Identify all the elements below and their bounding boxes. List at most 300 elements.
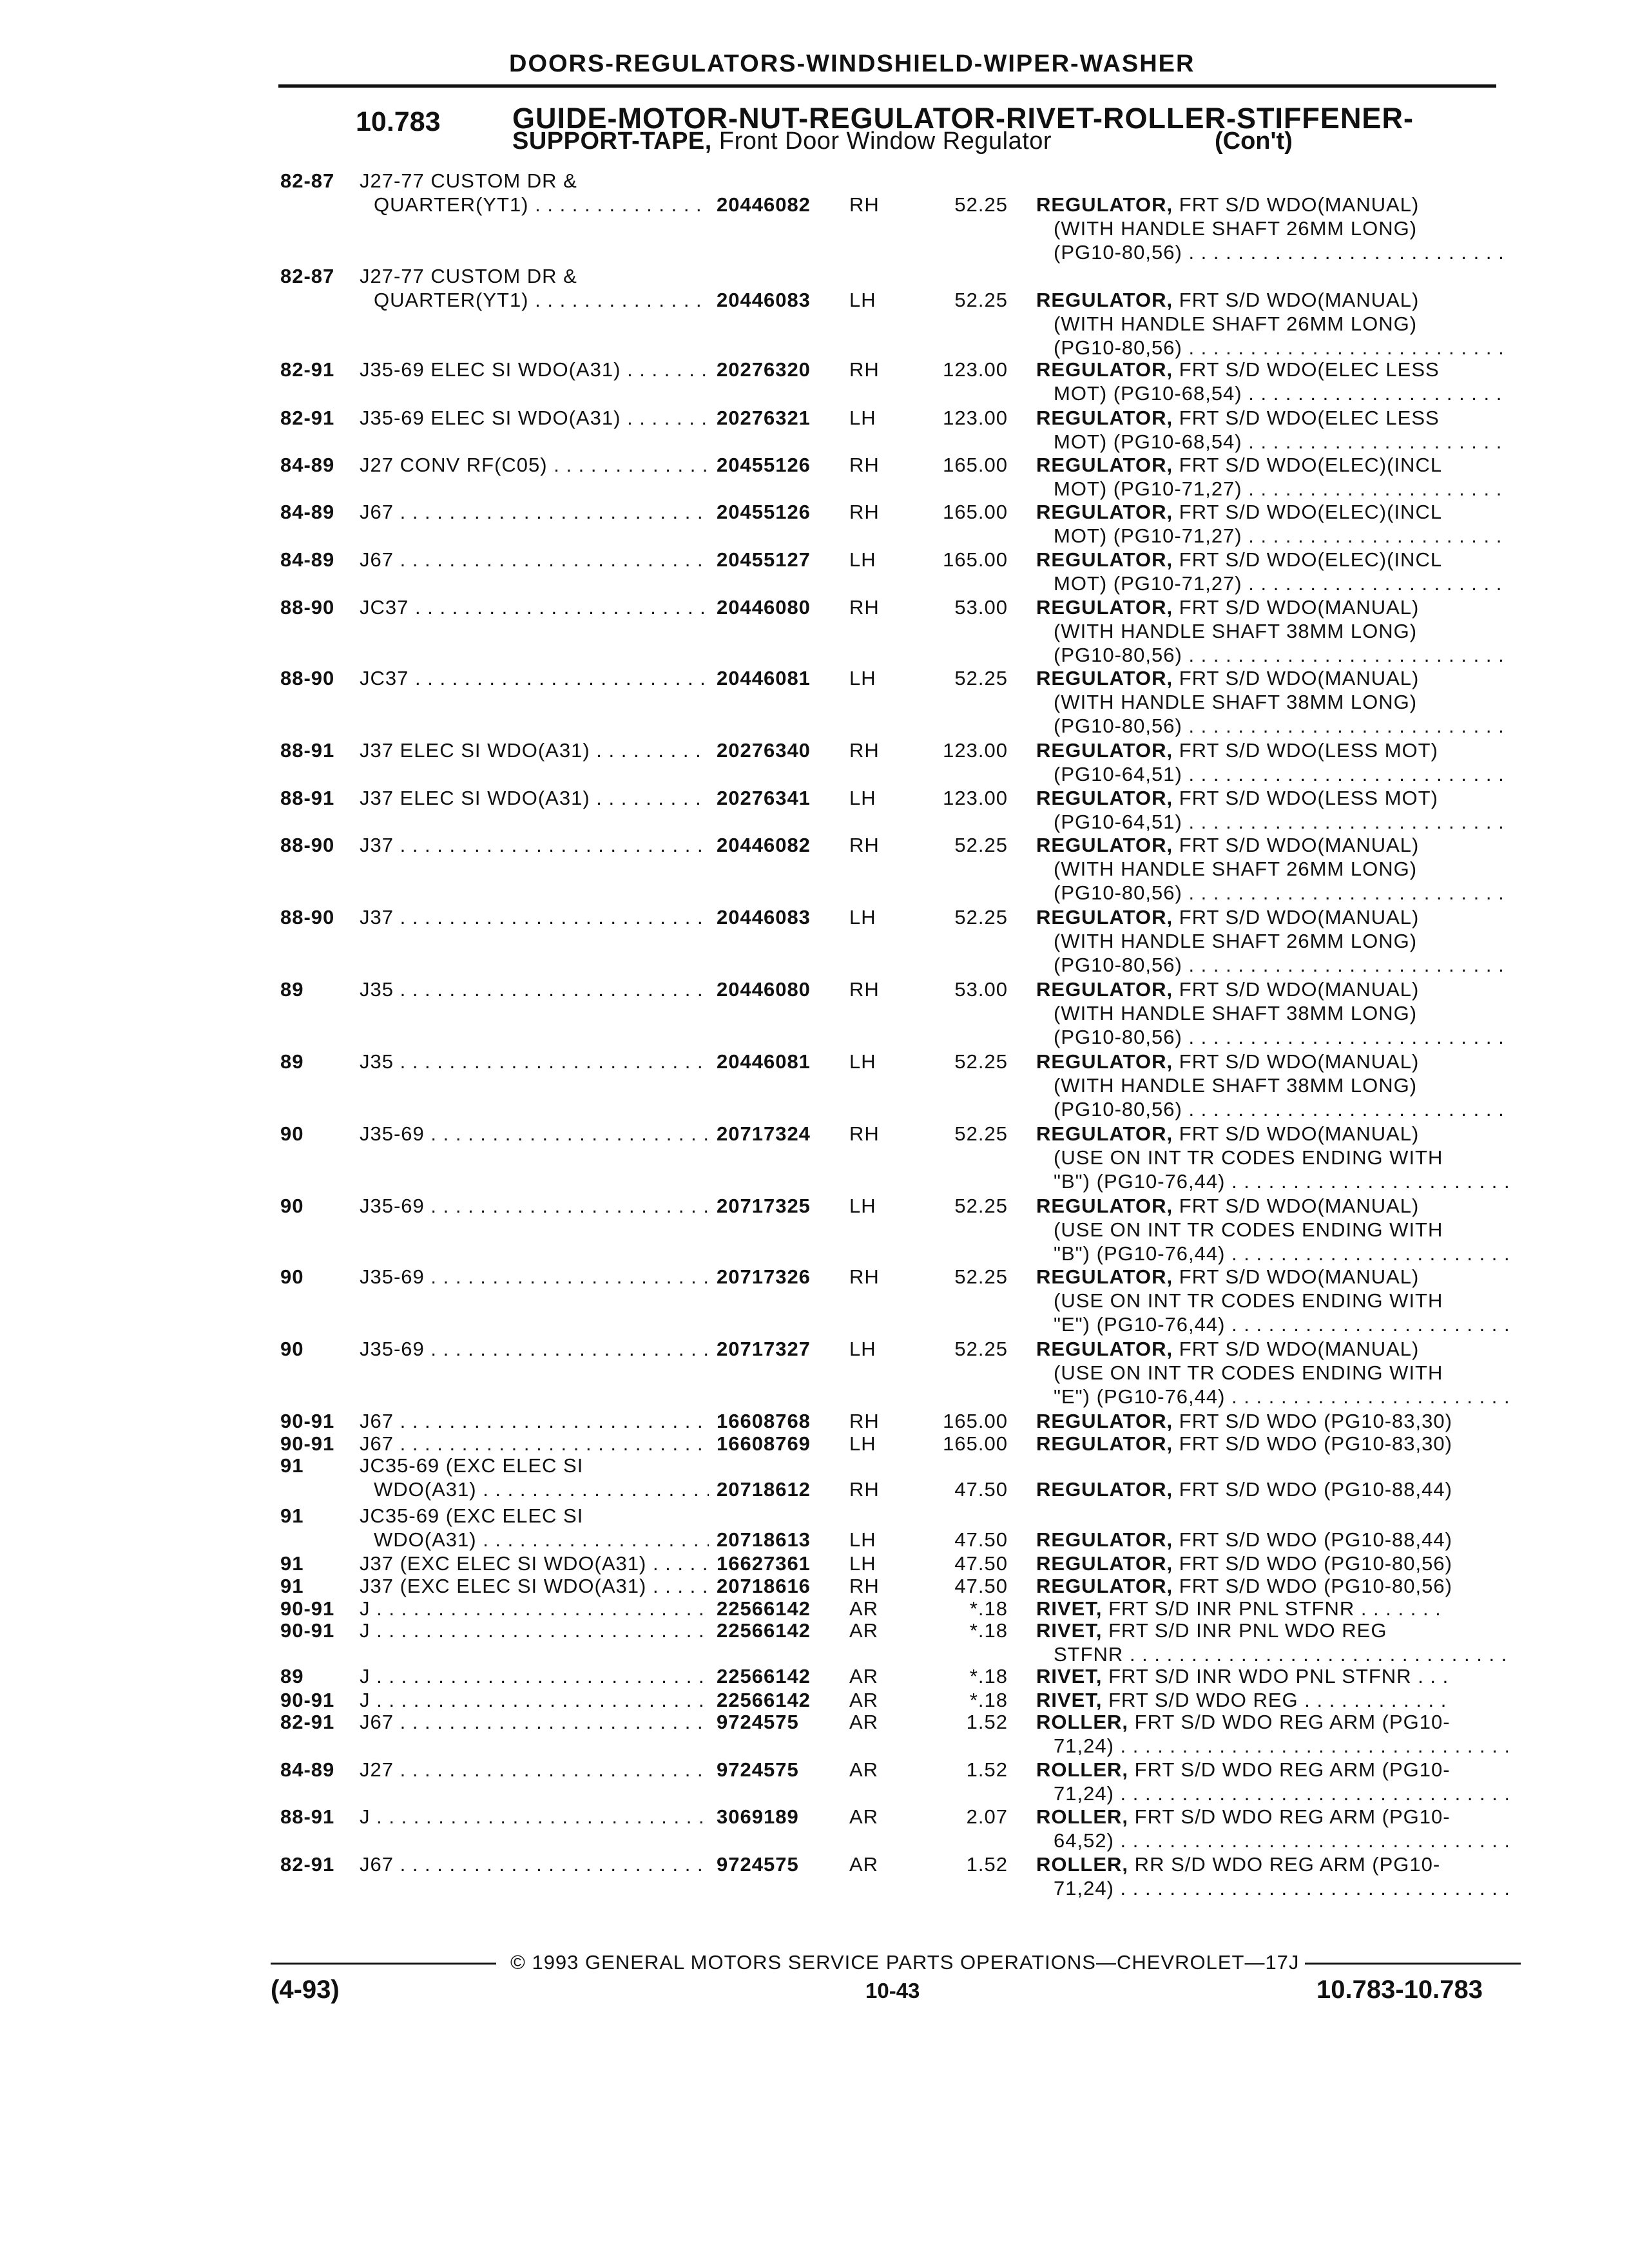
part-number: 20446081 [717, 1050, 811, 1073]
part-number: 20446081 [717, 667, 811, 689]
part-name-continuation: (WITH HANDLE SHAFT 38MM LONG) [1054, 1074, 1418, 1097]
list-price: *.18 [969, 1597, 1008, 1620]
part-name [1036, 1710, 1508, 1734]
part-name-bold: REGULATOR, [1036, 1478, 1173, 1501]
side-code: RH [849, 1478, 880, 1501]
list-price: 2.07 [966, 1805, 1008, 1828]
part-name-rest: FRT S/D WDO(MANUAL) [1173, 667, 1420, 689]
side-code: AR [849, 1711, 879, 1733]
part-number: 22566142 [717, 1689, 811, 1711]
application-description: J35-69 . . . [360, 1265, 708, 1289]
part-name-rest: FRT S/D WDO (PG10-88,44) [1173, 1528, 1452, 1551]
parts-list-row [0, 595, 1629, 666]
part-name-bold: RIVET, [1036, 1665, 1103, 1687]
part-name-continuation: MOT) (PG10-71,27) . . . [1054, 477, 1508, 501]
part-number: 16608769 [717, 1432, 811, 1455]
side-code: LH [849, 1195, 876, 1217]
parts-list-row [0, 1337, 1629, 1408]
application-description: J37 . . . [360, 905, 708, 929]
side-code: AR [849, 1619, 879, 1642]
application-description: J67 . . . [360, 1852, 708, 1876]
model-year: 89 [280, 1665, 304, 1687]
part-name-continuation: "B") (PG10-76,44) . . . [1054, 1169, 1508, 1193]
list-price: 165.00 [943, 1432, 1008, 1455]
part-number: 20717326 [717, 1265, 811, 1288]
side-code: RH [849, 1265, 880, 1288]
part-name-bold: REGULATOR, [1036, 193, 1173, 216]
parts-list-row [0, 1454, 1629, 1512]
part-name-rest: FRT S/D WDO (PG10-83,30) [1173, 1432, 1452, 1455]
part-name-continuation: (USE ON INT TR CODES ENDING WITH [1054, 1218, 1443, 1241]
side-code: RH [849, 1575, 880, 1597]
part-name-continuation: MOT) (PG10-68,54) . . . [1054, 430, 1508, 454]
side-code: AR [849, 1689, 879, 1711]
page-header-title: DOORS-REGULATORS-WINDSHIELD-WIPER-WASHER [509, 50, 1195, 77]
model-year: 91 [280, 1575, 304, 1597]
part-name-bold: REGULATOR, [1036, 1432, 1173, 1455]
application-description: J35 . . . [360, 1050, 708, 1073]
part-name-bold: REGULATOR, [1036, 1338, 1173, 1360]
list-price: *.18 [969, 1689, 1008, 1711]
part-name-continuation: (USE ON INT TR CODES ENDING WITH [1054, 1361, 1443, 1384]
part-name-rest: FRT S/D WDO (PG10-80,56) [1173, 1575, 1452, 1597]
part-name-rest: FRT S/D INR PNL STFNR . . . . . . . [1102, 1597, 1441, 1620]
section-title-rest: Front Door Window Regulator [711, 128, 1052, 155]
part-name-continuation: STFNR . . . [1054, 1642, 1508, 1666]
application-description: J67 . . . [360, 1432, 708, 1456]
side-code: LH [849, 667, 876, 689]
part-name-bold: REGULATOR, [1036, 834, 1173, 856]
part-number: 20446083 [717, 289, 811, 311]
side-code: AR [849, 1805, 879, 1828]
part-name-continuation: (WITH HANDLE SHAFT 26MM LONG) [1054, 930, 1418, 952]
parts-list-row [0, 1050, 1629, 1120]
part-number: 20276341 [717, 787, 811, 809]
model-year: 82-91 [280, 358, 335, 381]
application-description: J67 . . . [360, 1409, 708, 1433]
part-name-bold: REGULATOR, [1036, 289, 1173, 311]
application-description: J35 . . . [360, 977, 708, 1001]
parts-list-row [0, 977, 1629, 1048]
part-name-bold: REGULATOR, [1036, 1265, 1173, 1288]
application-description: JC35-69 (EXC ELEC SI [360, 1454, 584, 1477]
part-name-rest: FRT S/D WDO(MANUAL) [1173, 1338, 1420, 1360]
application-description: J37 ELEC SI WDO(A31) . . . [360, 786, 708, 810]
part-name-bold: RIVET, [1036, 1597, 1103, 1620]
model-year: 82-87 [280, 265, 335, 287]
list-price: 52.25 [954, 1122, 1008, 1145]
list-price: 47.50 [954, 1575, 1008, 1597]
parts-list-row [0, 169, 1629, 264]
part-name [1036, 548, 1508, 572]
application-description: JC37 . . . [360, 595, 708, 619]
application-description: WDO(A31) . . . [374, 1477, 709, 1501]
side-code: LH [849, 548, 876, 571]
side-code: AR [849, 1597, 879, 1620]
copyright-line: © 1993 GENERAL MOTORS SERVICE PARTS OPERATIONS—CHEVROLET—17J [510, 1951, 1300, 1974]
model-year: 84-89 [280, 1758, 335, 1781]
model-year: 82-87 [280, 169, 335, 192]
part-name [1036, 1432, 1508, 1456]
part-name [1036, 1805, 1508, 1829]
part-number: 20718612 [717, 1478, 811, 1501]
list-price: 47.50 [954, 1552, 1008, 1575]
model-year: 82-91 [280, 407, 335, 429]
part-number: 20446080 [717, 596, 811, 619]
part-number: 20446082 [717, 193, 811, 216]
part-name-rest: FRT S/D WDO(MANUAL) [1173, 193, 1420, 216]
part-name [1036, 1758, 1508, 1782]
application-description: J35-69 ELEC SI WDO(A31) . . . [360, 358, 708, 381]
list-price: 165.00 [943, 548, 1008, 571]
part-name [1036, 1597, 1508, 1620]
part-number: 3069189 [717, 1805, 799, 1828]
part-name-rest: FRT S/D WDO(ELEC LESS [1173, 358, 1440, 381]
parts-list-row [0, 1122, 1629, 1193]
part-name-rest: FRT S/D WDO (PG10-88,44) [1173, 1478, 1452, 1501]
part-name-continuation: MOT) (PG10-68,54) . . . [1054, 381, 1508, 405]
part-name [1036, 1552, 1508, 1575]
side-code: RH [849, 978, 880, 1001]
part-number: 22566142 [717, 1665, 811, 1687]
part-name-rest: FRT S/D WDO REG . . . . . . . . . . . . [1102, 1689, 1447, 1711]
list-price: 123.00 [943, 739, 1008, 762]
list-price: 52.25 [954, 1050, 1008, 1073]
list-price: *.18 [969, 1665, 1008, 1687]
list-price: 52.25 [954, 1195, 1008, 1217]
model-year: 90 [280, 1122, 304, 1145]
model-year: 90-91 [280, 1432, 335, 1455]
part-name-continuation: (PG10-80,56) . . . [1054, 1025, 1508, 1049]
part-name-bold: ROLLER, [1036, 1853, 1129, 1876]
side-code: LH [849, 1552, 876, 1575]
part-number: 20276320 [717, 358, 811, 381]
part-name-rest: FRT S/D WDO(MANUAL) [1173, 596, 1420, 619]
part-name-continuation: "E") (PG10-76,44) . . . [1054, 1312, 1508, 1336]
model-year: 84-89 [280, 501, 335, 523]
part-number: 20446080 [717, 978, 811, 1001]
side-code: AR [849, 1758, 879, 1781]
part-name-rest: FRT S/D WDO(MANUAL) [1173, 1122, 1420, 1145]
part-name [1036, 1337, 1508, 1361]
part-name [1036, 1852, 1508, 1876]
parts-list-row [0, 1265, 1629, 1336]
application-description: J37 . . . [360, 833, 708, 857]
part-name-rest: FRT S/D WDO(MANUAL) [1173, 1265, 1420, 1288]
part-name-continuation: (USE ON INT TR CODES ENDING WITH [1054, 1289, 1443, 1312]
footer-rule-right [1305, 1963, 1521, 1965]
part-name-rest: FRT S/D WDO(ELEC)(INCL [1173, 454, 1443, 476]
part-name-bold: REGULATOR, [1036, 407, 1173, 429]
side-code: LH [849, 407, 876, 429]
side-code: LH [849, 787, 876, 809]
part-name [1036, 1619, 1508, 1642]
model-year: 90-91 [280, 1689, 335, 1711]
part-name-bold: REGULATOR, [1036, 1528, 1173, 1551]
application-description: J27 CONV RF(C05) . . . [360, 453, 708, 477]
part-name [1036, 666, 1508, 690]
side-code: LH [849, 1432, 876, 1455]
side-code: RH [849, 739, 880, 762]
part-name-bold: REGULATOR, [1036, 1050, 1173, 1073]
section-title-line1: GUIDE-MOTOR-NUT-REGULATOR-RIVET-ROLLER-STIFFENER- [512, 102, 1414, 135]
part-name [1036, 1528, 1508, 1552]
part-name-rest: FRT S/D WDO (PG10-83,30) [1173, 1410, 1452, 1432]
application-description: J . . . [360, 1619, 708, 1642]
part-number: 16627361 [717, 1552, 811, 1575]
application-description: J . . . [360, 1688, 708, 1712]
application-description: QUARTER(YT1) . . . [374, 288, 709, 312]
model-year: 88-91 [280, 787, 335, 809]
part-name-continuation: 71,24) . . . [1054, 1876, 1508, 1900]
parts-list-row [0, 905, 1629, 976]
part-number: 16608768 [717, 1410, 811, 1432]
part-name-rest: FRT S/D WDO (PG10-80,56) [1173, 1552, 1452, 1575]
part-name-rest: FRT S/D WDO(MANUAL) [1173, 834, 1420, 856]
part-name [1036, 1194, 1508, 1218]
list-price: 1.52 [966, 1758, 1008, 1781]
part-name-rest: FRT S/D WDO(ELEC)(INCL [1173, 548, 1443, 571]
part-name-continuation: "E") (PG10-76,44) . . . [1054, 1385, 1508, 1408]
application-description: J27-77 CUSTOM DR & [360, 265, 577, 287]
application-description: J35-69 ELEC SI WDO(A31) . . . [360, 406, 708, 430]
list-price: 52.25 [954, 1265, 1008, 1288]
part-name-bold: REGULATOR, [1036, 906, 1173, 928]
side-code: RH [849, 834, 880, 856]
part-name [1036, 786, 1508, 810]
application-description: J35-69 . . . [360, 1194, 708, 1218]
part-name-rest: FRT S/D WDO(LESS MOT) [1173, 739, 1438, 762]
part-number: 20717325 [717, 1195, 811, 1217]
model-year: 91 [280, 1504, 304, 1527]
part-name-continuation: (PG10-80,56) . . . [1054, 643, 1508, 667]
part-name [1036, 453, 1508, 477]
part-name [1036, 358, 1508, 381]
section-title-bold: SUPPORT-TAPE, [512, 128, 712, 155]
part-name-continuation: (PG10-80,56) . . . [1054, 881, 1508, 905]
application-description: J . . . [360, 1597, 708, 1620]
application-description: J . . . [360, 1664, 708, 1688]
part-name-bold: ROLLER, [1036, 1805, 1129, 1828]
model-year: 84-89 [280, 454, 335, 476]
model-year: 90 [280, 1338, 304, 1360]
part-name-rest: FRT S/D WDO(MANUAL) [1173, 978, 1420, 1001]
part-name-continuation: (WITH HANDLE SHAFT 38MM LONG) [1054, 1002, 1418, 1024]
part-name [1036, 977, 1508, 1001]
application-description: J27-77 CUSTOM DR & [360, 169, 577, 192]
part-name-bold: REGULATOR, [1036, 548, 1173, 571]
list-price: 165.00 [943, 454, 1008, 476]
side-code: LH [849, 289, 876, 311]
list-price: 53.00 [954, 596, 1008, 619]
part-name-bold: REGULATOR, [1036, 1195, 1173, 1217]
application-description: J37 (EXC ELEC SI WDO(A31) . . . [360, 1574, 708, 1598]
model-year: 89 [280, 1050, 304, 1073]
part-name-bold: REGULATOR, [1036, 1552, 1173, 1575]
side-code: RH [849, 454, 880, 476]
application-description: JC37 . . . [360, 666, 708, 690]
part-name-continuation: (PG10-64,51) . . . [1054, 762, 1508, 786]
part-name-continuation: 71,24) . . . [1054, 1734, 1508, 1758]
footer-page-number: 10-43 [865, 1979, 920, 2003]
part-number: 20717327 [717, 1338, 811, 1360]
part-name-bold: ROLLER, [1036, 1758, 1129, 1781]
parts-list-row [0, 666, 1629, 737]
section-continued: (Con't) [1215, 128, 1293, 155]
application-description: J67 . . . [360, 500, 708, 524]
side-code: RH [849, 501, 880, 523]
list-price: 52.25 [954, 289, 1008, 311]
part-name-continuation: MOT) (PG10-71,27) . . . [1054, 524, 1508, 548]
part-name-continuation: (PG10-80,56) . . . [1054, 240, 1508, 264]
part-number: 9724575 [717, 1711, 799, 1733]
part-name [1036, 406, 1508, 430]
list-price: *.18 [969, 1619, 1008, 1642]
part-name [1036, 1688, 1508, 1712]
list-price: 47.50 [954, 1528, 1008, 1551]
model-year: 88-91 [280, 739, 335, 762]
application-description: J35-69 . . . [360, 1337, 708, 1361]
part-name-continuation: MOT) (PG10-71,27) . . . [1054, 572, 1508, 595]
side-code: LH [849, 906, 876, 928]
part-name-rest: FRT S/D WDO(MANUAL) [1173, 906, 1420, 928]
application-description: J67 . . . [360, 548, 708, 572]
application-description: J37 ELEC SI WDO(A31) . . . [360, 738, 708, 762]
part-name-bold: REGULATOR, [1036, 501, 1173, 523]
footer-section-range: 10.783-10.783 [1316, 1975, 1483, 2004]
list-price: 52.25 [954, 193, 1008, 216]
footer-date: (4-93) [271, 1975, 340, 2004]
part-number: 20455126 [717, 501, 811, 523]
part-name-bold: REGULATOR, [1036, 454, 1173, 476]
part-number: 20446083 [717, 906, 811, 928]
part-name [1036, 833, 1508, 857]
part-name-bold: RIVET, [1036, 1689, 1103, 1711]
side-code: RH [849, 193, 880, 216]
list-price: 52.25 [954, 667, 1008, 689]
part-name-continuation: (WITH HANDLE SHAFT 26MM LONG) [1054, 858, 1418, 880]
part-name [1036, 595, 1508, 619]
part-name [1036, 1574, 1508, 1598]
part-name-rest: FRT S/D WDO(MANUAL) [1173, 289, 1420, 311]
part-number: 20718613 [717, 1528, 811, 1551]
part-name-continuation: (USE ON INT TR CODES ENDING WITH [1054, 1146, 1443, 1169]
part-name-continuation: "B") (PG10-76,44) . . . [1054, 1242, 1508, 1265]
model-year: 89 [280, 978, 304, 1001]
part-name-bold: REGULATOR, [1036, 978, 1173, 1001]
list-price: 165.00 [943, 1410, 1008, 1432]
part-name-continuation: (WITH HANDLE SHAFT 38MM LONG) [1054, 620, 1418, 642]
part-name-continuation: (WITH HANDLE SHAFT 38MM LONG) [1054, 691, 1418, 713]
model-year: 88-91 [280, 1805, 335, 1828]
part-name [1036, 1477, 1508, 1501]
application-description: J . . . [360, 1805, 708, 1829]
part-number: 20276340 [717, 739, 811, 762]
application-description: WDO(A31) . . . [374, 1528, 709, 1552]
parts-list-row [0, 1194, 1629, 1265]
part-name-rest: FRT S/D INR PNL WDO REG [1102, 1619, 1387, 1642]
model-year: 90-91 [280, 1619, 335, 1642]
application-description: QUARTER(YT1) . . . [374, 193, 709, 216]
part-name-bold: REGULATOR, [1036, 358, 1173, 381]
part-name [1036, 1050, 1508, 1073]
side-code: AR [849, 1853, 879, 1876]
model-year: 88-90 [280, 667, 335, 689]
part-name [1036, 193, 1508, 216]
model-year: 90-91 [280, 1410, 335, 1432]
part-name-continuation: 64,52) . . . [1054, 1829, 1508, 1852]
side-code: LH [849, 1528, 876, 1551]
part-name-rest: FRT S/D WDO REG ARM (PG10- [1128, 1758, 1451, 1781]
parts-list-row [0, 1852, 1629, 1910]
part-name-rest: FRT S/D WDO(MANUAL) [1173, 1195, 1420, 1217]
part-name-rest: FRT S/D WDO REG ARM (PG10- [1128, 1805, 1451, 1828]
side-code: LH [849, 1338, 876, 1360]
part-number: 20717324 [717, 1122, 811, 1145]
part-name-rest: FRT S/D WDO REG ARM (PG10- [1128, 1711, 1451, 1733]
side-code: RH [849, 358, 880, 381]
list-price: 52.25 [954, 1338, 1008, 1360]
part-name [1036, 1265, 1508, 1289]
list-price: 165.00 [943, 501, 1008, 523]
part-name-rest: FRT S/D INR WDO PNL STFNR . . . [1102, 1665, 1449, 1687]
list-price: 52.25 [954, 906, 1008, 928]
part-name-bold: REGULATOR, [1036, 1575, 1173, 1597]
application-description: J35-69 . . . [360, 1122, 708, 1146]
model-year: 82-91 [280, 1853, 335, 1876]
application-description: J67 . . . [360, 1710, 708, 1734]
part-name [1036, 500, 1508, 524]
model-year: 88-90 [280, 596, 335, 619]
part-name-rest: RR S/D WDO REG ARM (PG10- [1128, 1853, 1441, 1876]
list-price: 123.00 [943, 407, 1008, 429]
application-description: JC35-69 (EXC ELEC SI [360, 1504, 584, 1527]
part-name-rest: FRT S/D WDO(LESS MOT) [1173, 787, 1438, 809]
part-name-continuation: (PG10-64,51) . . . [1054, 810, 1508, 834]
list-price: 52.25 [954, 834, 1008, 856]
application-description: J37 (EXC ELEC SI WDO(A31) . . . [360, 1552, 708, 1575]
part-number: 22566142 [717, 1619, 811, 1642]
part-name [1036, 738, 1508, 762]
parts-list-row [0, 833, 1629, 904]
list-price: 123.00 [943, 787, 1008, 809]
part-name-bold: REGULATOR, [1036, 1122, 1173, 1145]
part-name-rest: FRT S/D WDO(MANUAL) [1173, 1050, 1420, 1073]
part-number: 22566142 [717, 1597, 811, 1620]
part-number: 9724575 [717, 1758, 799, 1781]
part-name-bold: REGULATOR, [1036, 787, 1173, 809]
footer-rule-left [271, 1963, 496, 1965]
part-name [1036, 288, 1508, 312]
part-number: 9724575 [717, 1853, 799, 1876]
side-code: RH [849, 596, 880, 619]
part-name-continuation: (PG10-80,56) . . . [1054, 953, 1508, 977]
part-name-bold: REGULATOR, [1036, 1410, 1173, 1432]
model-year: 88-90 [280, 834, 335, 856]
part-name-rest: FRT S/D WDO(ELEC LESS [1173, 407, 1440, 429]
part-name-bold: ROLLER, [1036, 1711, 1129, 1733]
part-number: 20718616 [717, 1575, 811, 1597]
section-number: 10.783 [356, 106, 441, 137]
part-number: 20446082 [717, 834, 811, 856]
model-year: 91 [280, 1552, 304, 1575]
parts-list-row [0, 264, 1629, 359]
part-number: 20276321 [717, 407, 811, 429]
model-year: 82-91 [280, 1711, 335, 1733]
list-price: 1.52 [966, 1711, 1008, 1733]
list-price: 1.52 [966, 1853, 1008, 1876]
part-name-continuation: (WITH HANDLE SHAFT 26MM LONG) [1054, 217, 1418, 240]
